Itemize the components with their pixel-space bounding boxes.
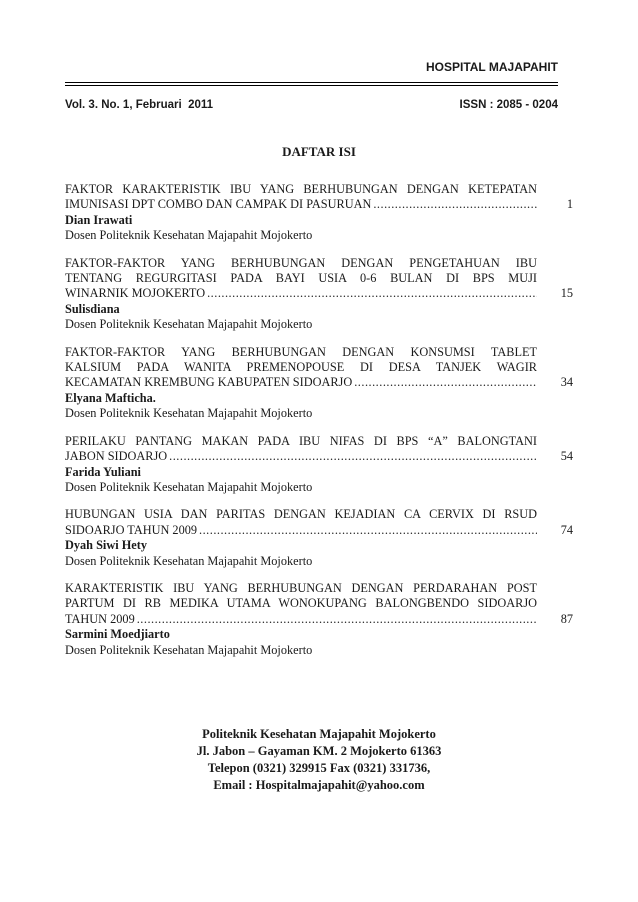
issn-info: ISSN : 2085 - 0204 xyxy=(459,99,558,111)
toc-entry-title xyxy=(65,581,537,627)
toc-title-line: HUBUNGAN USIA DAN PARITAS DENGAN KEJADIAN CA CERVIX DI RSUD xyxy=(65,507,537,522)
toc-page-number: 54 xyxy=(560,449,573,464)
toc-title-line: PERILAKU PANTANG MAKAN PADA IBU NIFAS DI BPS “A” BALONGTANI xyxy=(65,433,537,448)
toc-title-line-text: WINARNIK MOJOKERTO xyxy=(65,286,206,301)
toc-entry xyxy=(65,256,575,333)
toc-page-number: 15 xyxy=(560,286,573,301)
toc-affiliation: Dosen Politeknik Kesehatan Majapahit Mojokerto xyxy=(65,553,313,568)
toc-title-line xyxy=(65,523,537,538)
issue-meta-row xyxy=(65,99,558,111)
toc-title-line-text: JABON SIDOARJO xyxy=(65,449,168,464)
toc-title-line xyxy=(65,286,537,301)
toc-title-line: PARTUM DI RB MEDIKA UTAMA WONOKUPANG BALONGBENDO SIDOARJO xyxy=(65,596,537,611)
toc-affiliation: Dosen Politeknik Kesehatan Majapahit Mojokerto xyxy=(65,479,313,494)
toc-affiliation: Dosen Politeknik Kesehatan Majapahit Mojokerto xyxy=(65,317,313,332)
toc-page-number: 87 xyxy=(560,611,573,626)
dot-leader xyxy=(207,286,537,301)
toc-title-line: FAKTOR-FAKTOR YANG BERHUBUNGAN DENGAN PENGETAHUAN IBU xyxy=(65,255,537,270)
toc-entry-title xyxy=(65,256,537,302)
toc-entry xyxy=(65,345,575,422)
toc-page-number: 74 xyxy=(560,522,573,537)
toc-title-line xyxy=(65,449,537,464)
table-of-contents xyxy=(65,182,575,670)
journal-name: HOSPITAL MAJAPAHIT xyxy=(425,60,558,74)
toc-title-line: TENTANG REGURGITASI PADA BAYI USIA 0-6 BULAN DI BPS MUJI xyxy=(65,271,537,286)
toc-title-line: KALSIUM PADA WANITA PREMENOPOUSE DI DESA TANJEK WAGIR xyxy=(65,360,537,375)
toc-affiliation: Dosen Politeknik Kesehatan Majapahit Mojokerto xyxy=(65,642,313,657)
publisher-footer xyxy=(0,726,638,794)
footer-phone: Telepon (0321) 329915 Fax (0321) 331736, xyxy=(207,761,431,775)
toc-title-line xyxy=(65,197,537,212)
toc-page-number: 34 xyxy=(560,375,573,390)
toc-title-line-text: SIDOARJO TAHUN 2009 xyxy=(65,522,198,537)
toc-author: Dian Irawati xyxy=(65,212,133,227)
toc-entry-title xyxy=(65,434,537,465)
dot-leader xyxy=(354,375,537,390)
toc-affiliation: Dosen Politeknik Kesehatan Majapahit Mojokerto xyxy=(65,406,313,421)
toc-title-line: FAKTOR KARAKTERISTIK IBU YANG BERHUBUNGAN DENGAN KETEPATAN xyxy=(65,182,537,196)
toc-entry xyxy=(65,434,575,496)
toc-author: Dyah Siwi Hety xyxy=(65,538,147,553)
toc-entry xyxy=(65,507,575,569)
footer-institution: Politeknik Kesehatan Majapahit Mojokerto xyxy=(202,727,436,741)
toc-author: Farida Yuliani xyxy=(65,464,141,479)
dot-leader xyxy=(169,449,537,464)
toc-title-line-text: TAHUN 2009 xyxy=(65,611,135,626)
toc-entry-title xyxy=(65,345,537,391)
toc-title-line xyxy=(65,375,537,390)
toc-affiliation: Dosen Politeknik Kesehatan Majapahit Mojokerto xyxy=(65,228,313,243)
toc-author: Elyana Mafticha. xyxy=(65,390,156,405)
dot-leader xyxy=(137,612,537,627)
toc-title-line-text: IMUNISASI DPT COMBO DAN CAMPAK DI PASURUAN xyxy=(65,197,372,212)
toc-author: Sulisdiana xyxy=(65,301,120,316)
header-divider-bottom xyxy=(65,85,558,86)
toc-title-line xyxy=(65,612,537,627)
footer-email: Email : Hospitalmajapahit@yahoo.com xyxy=(213,778,425,792)
toc-entry xyxy=(65,581,575,658)
toc-title-line: KARAKTERISTIK IBU YANG BERHUBUNGAN DENGAN PERDARAHAN POST xyxy=(65,580,537,595)
toc-entry xyxy=(65,182,575,244)
header-divider-top xyxy=(65,82,558,83)
toc-entry-title xyxy=(65,507,537,538)
volume-info: Vol. 3. No. 1, Februari 2011 xyxy=(65,99,214,111)
toc-title: DAFTAR ISI xyxy=(282,144,356,159)
toc-page-number: 1 xyxy=(566,197,573,212)
dot-leader xyxy=(373,197,537,212)
footer-address: Jl. Jabon – Gayaman KM. 2 Mojokerto 61363 xyxy=(196,744,442,758)
toc-author: Sarmini Moedjiarto xyxy=(65,627,170,642)
toc-entry-title xyxy=(65,182,537,213)
toc-title-line-text: KECAMATAN KREMBUNG KABUPATEN SIDOARJO xyxy=(65,375,353,390)
toc-title-line: FAKTOR-FAKTOR YANG BERHUBUNGAN DENGAN KONSUMSI TABLET xyxy=(65,344,537,359)
dot-leader xyxy=(199,523,537,538)
